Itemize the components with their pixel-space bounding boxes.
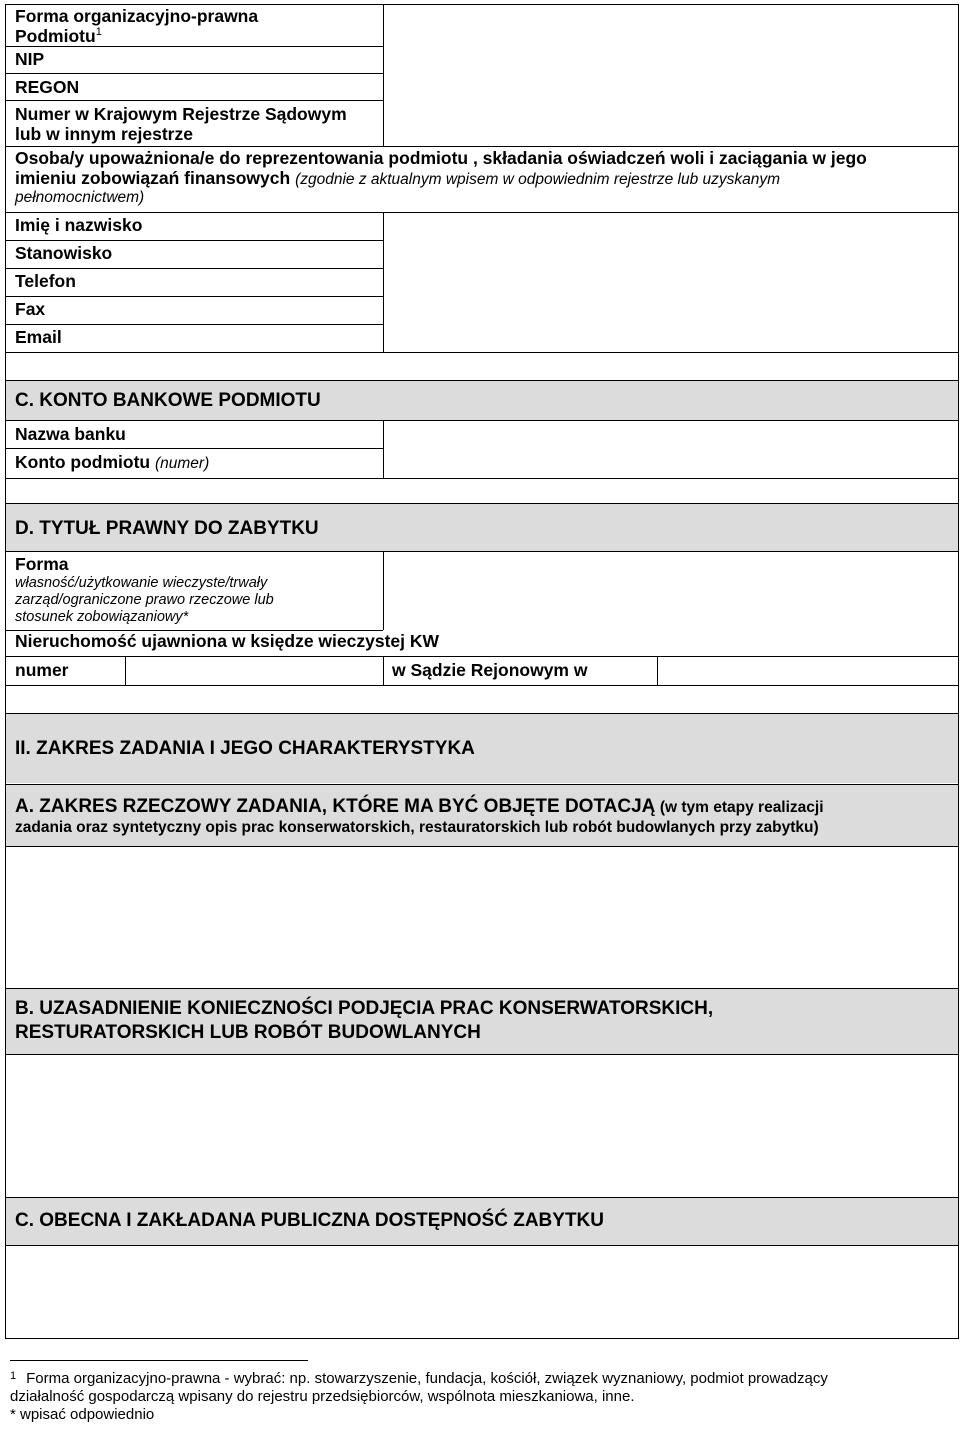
rule-after-fax [5, 324, 383, 325]
osoby-data-field[interactable] [384, 213, 958, 352]
part-ii-heading: II. ZAKRES ZADANIA I JEGO CHARAKTERYSTYKA [15, 738, 475, 759]
rule-after-email [5, 352, 959, 353]
rule-before-b [5, 988, 959, 989]
email-label: Email [15, 327, 62, 347]
osoby-upowaznione-text: Osoba/y upoważniona/e do reprezentowania podmiotu , składania oświadczeń woli i zaciągania w jego imieniu zobowiązań finansowych (zgodnie z aktualnym wpisem w odpowiednim rejestrze lub uzyskanym pełnomocnictwem) [15, 148, 867, 206]
footnote-1: $^1$ Forma organizacyjno-prawna - wybrać: np. stowarzyszenie, fundacja, kościół, związek wyznaniowy, podmiot prowadzący działalność gospodarczą wpisany do rejestru przedsiębiorców, wspólnota mieszkaniowa, inne. * wpisać odpowiednio [10, 1370, 828, 1423]
divider-numer-2 [383, 656, 384, 685]
rule-after-imie [5, 240, 383, 241]
footnote-separator [10, 1360, 308, 1361]
rule-after-regon [5, 100, 383, 101]
rule-after-numer [5, 685, 959, 686]
section-b-heading: B. UZASADNIENIE KONIECZNOŚCI PODJĘCIA PRAC KONSERWATORSKICH, RESTURATORSKICH LUB ROBÓT BUDOWLANYCH [15, 998, 714, 1043]
sad-rejonowy-label: w Sądzie Rejonowym w [392, 660, 588, 680]
section-a-heading: A. ZAKRES RZECZOWY ZADANIA, KTÓRE MA BYĆ OBJĘTE DOTACJĄ (w tym etapy realizacji zadania oraz syntetyczny opis prac konserwatorskich, restauratorskich lub robót budowlanych przy zabytku) [15, 796, 824, 836]
rule-before-ii [5, 713, 959, 714]
rule-after-konto [5, 478, 959, 479]
regon-label: REGON [15, 77, 80, 97]
forma-tytul-label: Forma [15, 554, 69, 574]
konto-label: Konto podmiotu (numer) [15, 452, 210, 472]
section-a-content-field[interactable] [6, 847, 958, 988]
rule-before-d [5, 503, 959, 504]
forma-organizacyjna-label: Forma organizacyjno-prawna Podmiotu$^1$ [15, 6, 259, 47]
section-d-heading: D. TYTUŁ PRAWNY DO ZABYTKU [15, 518, 319, 539]
rule-after-ii [5, 784, 959, 785]
nip-label: NIP [15, 49, 45, 69]
kw-label: Nieruchomość ujawniona w księdze wieczystej KW [15, 631, 440, 651]
rule-before-c2 [5, 1197, 959, 1198]
rule-after-krs [5, 146, 959, 147]
section-c-heading: C. KONTO BANKOWE PODMIOTU [15, 390, 321, 411]
stanowisko-label: Stanowisko [15, 243, 113, 263]
rule-after-telefon [5, 296, 383, 297]
rule-after-stanowisko [5, 268, 383, 269]
forma-tytul-hint: własność/użytkowanie wieczyste/trwały zarząd/ograniczone prawo rzeczowe lub stosunek zobowiązaniowy* [15, 575, 274, 625]
numer-kw-field[interactable] [126, 657, 383, 685]
rule-after-bank [5, 448, 383, 449]
rule-before-c [5, 380, 959, 381]
imie-nazwisko-label: Imię i nazwisko [15, 215, 143, 235]
rule-bottom [5, 1338, 959, 1339]
rule-after-nip [5, 73, 383, 74]
forma-organizacyjna-field[interactable] [384, 5, 958, 146]
numer-label: numer [15, 660, 69, 680]
bank-name-label: Nazwa banku [15, 424, 126, 444]
section-c2-content-field[interactable] [6, 1246, 958, 1338]
form-right-border [958, 4, 959, 1338]
bank-data-field[interactable] [384, 421, 958, 478]
section-c2-heading: C. OBECNA I ZAKŁADANA PUBLICZNA DOSTĘPNOŚĆ ZABYTKU [15, 1210, 604, 1231]
section-b-content-field[interactable] [6, 1055, 958, 1197]
krs-label: Numer w Krajowym Rejestrze Sądowym lub w innym rejestrze [15, 104, 347, 145]
fax-label: Fax [15, 299, 46, 319]
forma-tytul-field[interactable] [384, 552, 958, 656]
telefon-label: Telefon [15, 271, 76, 291]
sad-rejonowy-field[interactable] [658, 657, 958, 685]
